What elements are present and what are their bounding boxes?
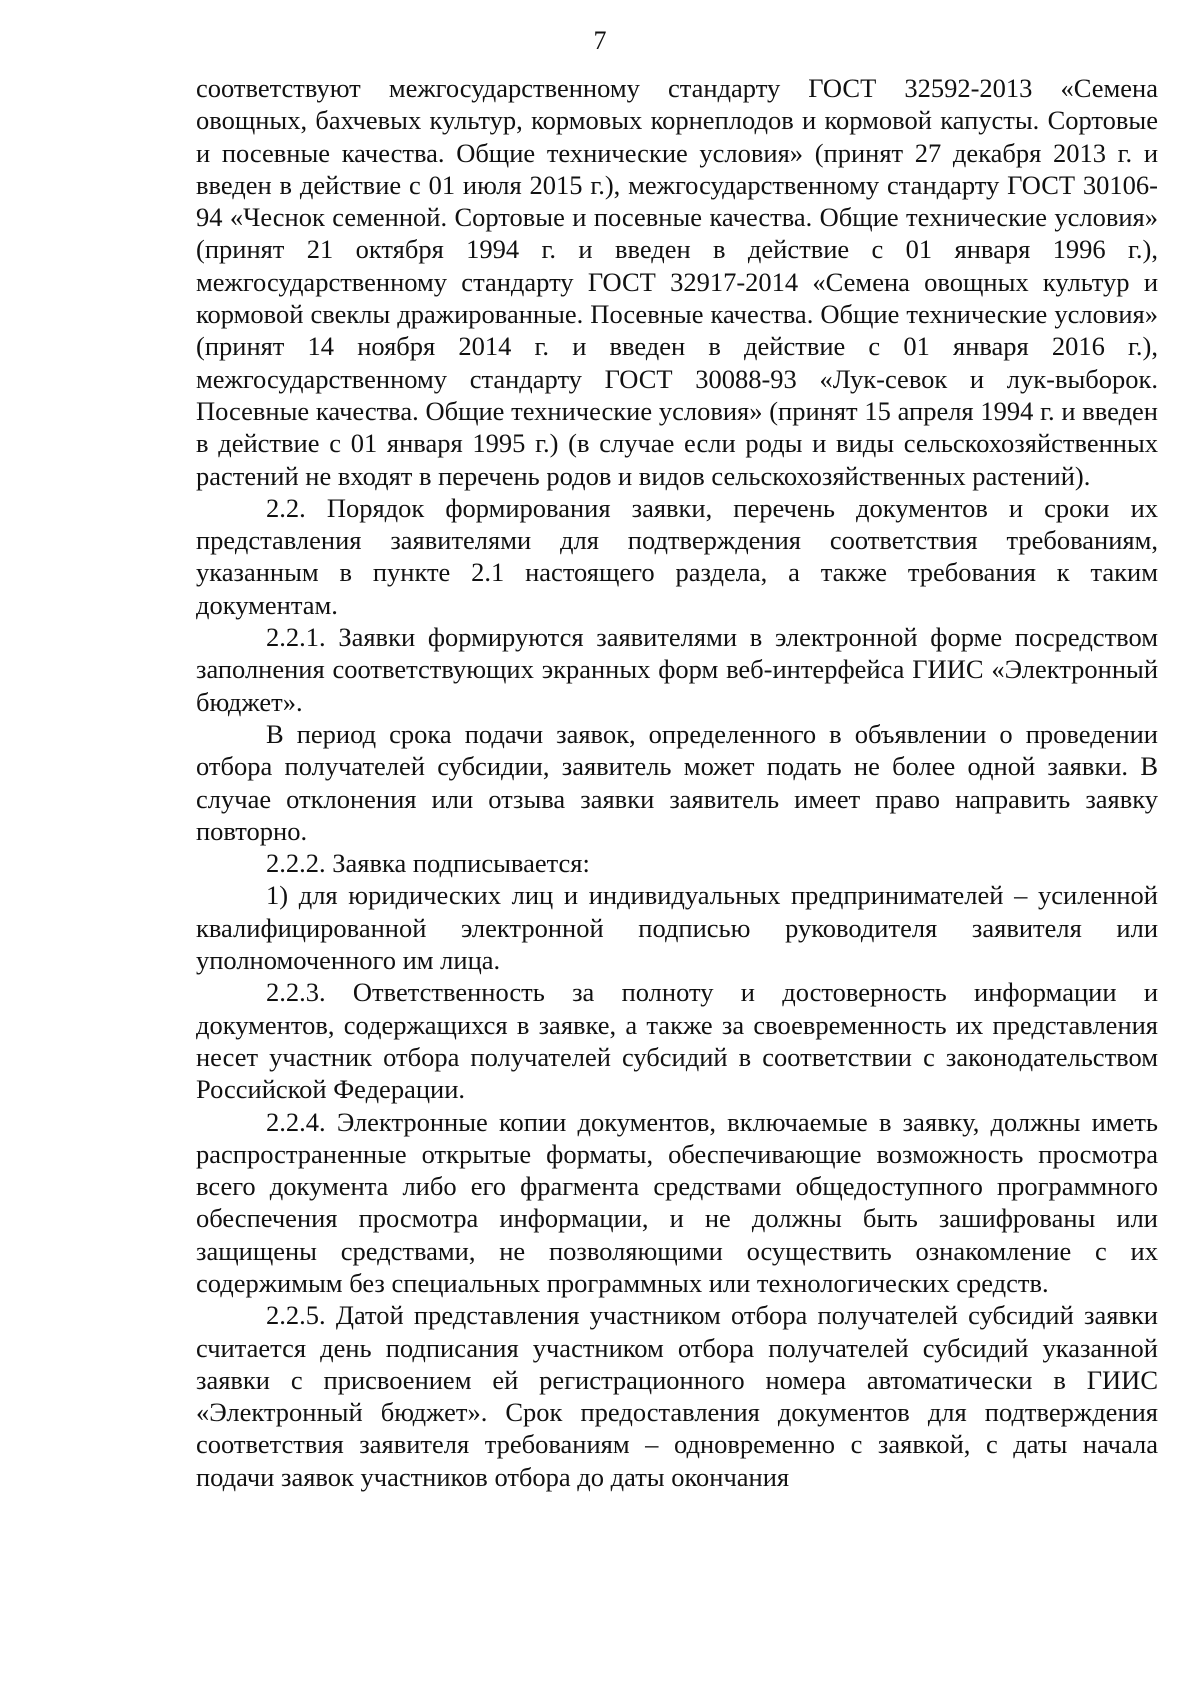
paragraph-2-2-1: 2.2.1. Заявки формируются заявителями в электронной форме посредством заполнения соответствующих экранных форм веб-интерфейса ГИИС «Электронный бюджет».: [196, 622, 1158, 717]
paragraph-2-2-4: 2.2.4. Электронные копии документов, включаемые в заявку, должны иметь распространенные открытые форматы, обеспечивающие возможность просмотра всего документа либо его фрагмента средствами общедоступного программного обеспечения просмотра информации, и не должны быть зашифрованы или защищены средствами, не позволяющими осуществить ознакомление с их содержимым без специальных программных или технологических средств.: [196, 1106, 1158, 1298]
paragraph-2-2: 2.2. Порядок формирования заявки, перечень документов и сроки их представления заявителями для подтверждения соответствия требованиям, указанным в пункте 2.1 настоящего раздела, а также требования к таким документам.: [196, 492, 1158, 620]
paragraph-2-2-5: 2.2.5. Датой представления участником отбора получателей субсидий заявки считается день подписания участником отбора получателей субсидий указанной заявки с присвоением ей регистрационного номера автоматически в ГИИС «Электронный бюджет». Срок предоставления документов для подтверждения соответствия заявителя требованиям – одновременно с заявкой, с даты начала подачи заявок участников отбора до даты окончания: [196, 1300, 1158, 1492]
paragraph-submission-period: В период срока подачи заявок, определенного в объявлении о проведении отбора получателей субсидии, заявитель может подать не более одной заявки. В случае отклонения или отзыва заявки заявитель имеет право направить заявку повторно.: [196, 718, 1158, 846]
page-number: 7: [593, 26, 607, 55]
paragraph-2-2-3: 2.2.3. Ответственность за полноту и достоверность информации и документов, содержащихся в заявке, а также за своевременность их представления несет участник отбора получателей субсидий в соответствии с законодательством Российской Федерации.: [196, 977, 1158, 1105]
paragraph-gost-list: соответствуют межгосударственному стандарту ГОСТ 32592-2013 «Семена овощных, бахчевых культур, кормовых корнеплодов и кормовой капусты. Сортовые и посевные качества. Общие технические условия» (принят 27 декабря 2013 г. и введен в действие с 01 июля 2015 г.), межгосударственному стандарту ГОСТ 30106-94 «Чеснок семенной. Сортовые и посевные качества. Общие технические условия» (принят 21 октября 1994 г. и введен в действие с 01 января 1996 г.), межгосударственному стандарту ГОСТ 32917-2014 «Семена овощных культур и кормовой свеклы дражированные. Посевные качества. Общие технические условия» (принят 14 ноября 2014 г. и введен в действие с 01 января 2016 г.), межгосударственному стандарту ГОСТ 30088-93 «Лук-севок и лук-выборок. Посевные качества. Общие технические условия» (принят 15 апреля 1994 г. и введен в действие с 01 января 1995 г.) (в случае если роды и виды сельскохозяйственных растений не входят в перечень родов и видов сельскохозяйственных растений).: [196, 73, 1158, 491]
paragraph-2-2-2: 2.2.2. Заявка подписывается:: [266, 848, 590, 879]
paragraph-signature-item-1: 1) для юридических лиц и индивидуальных предпринимателей – усиленной квалифицированной электронной подписью руководителя заявителя или уполномоченного им лица.: [196, 880, 1158, 976]
document-body: [196, 72, 1158, 1493]
